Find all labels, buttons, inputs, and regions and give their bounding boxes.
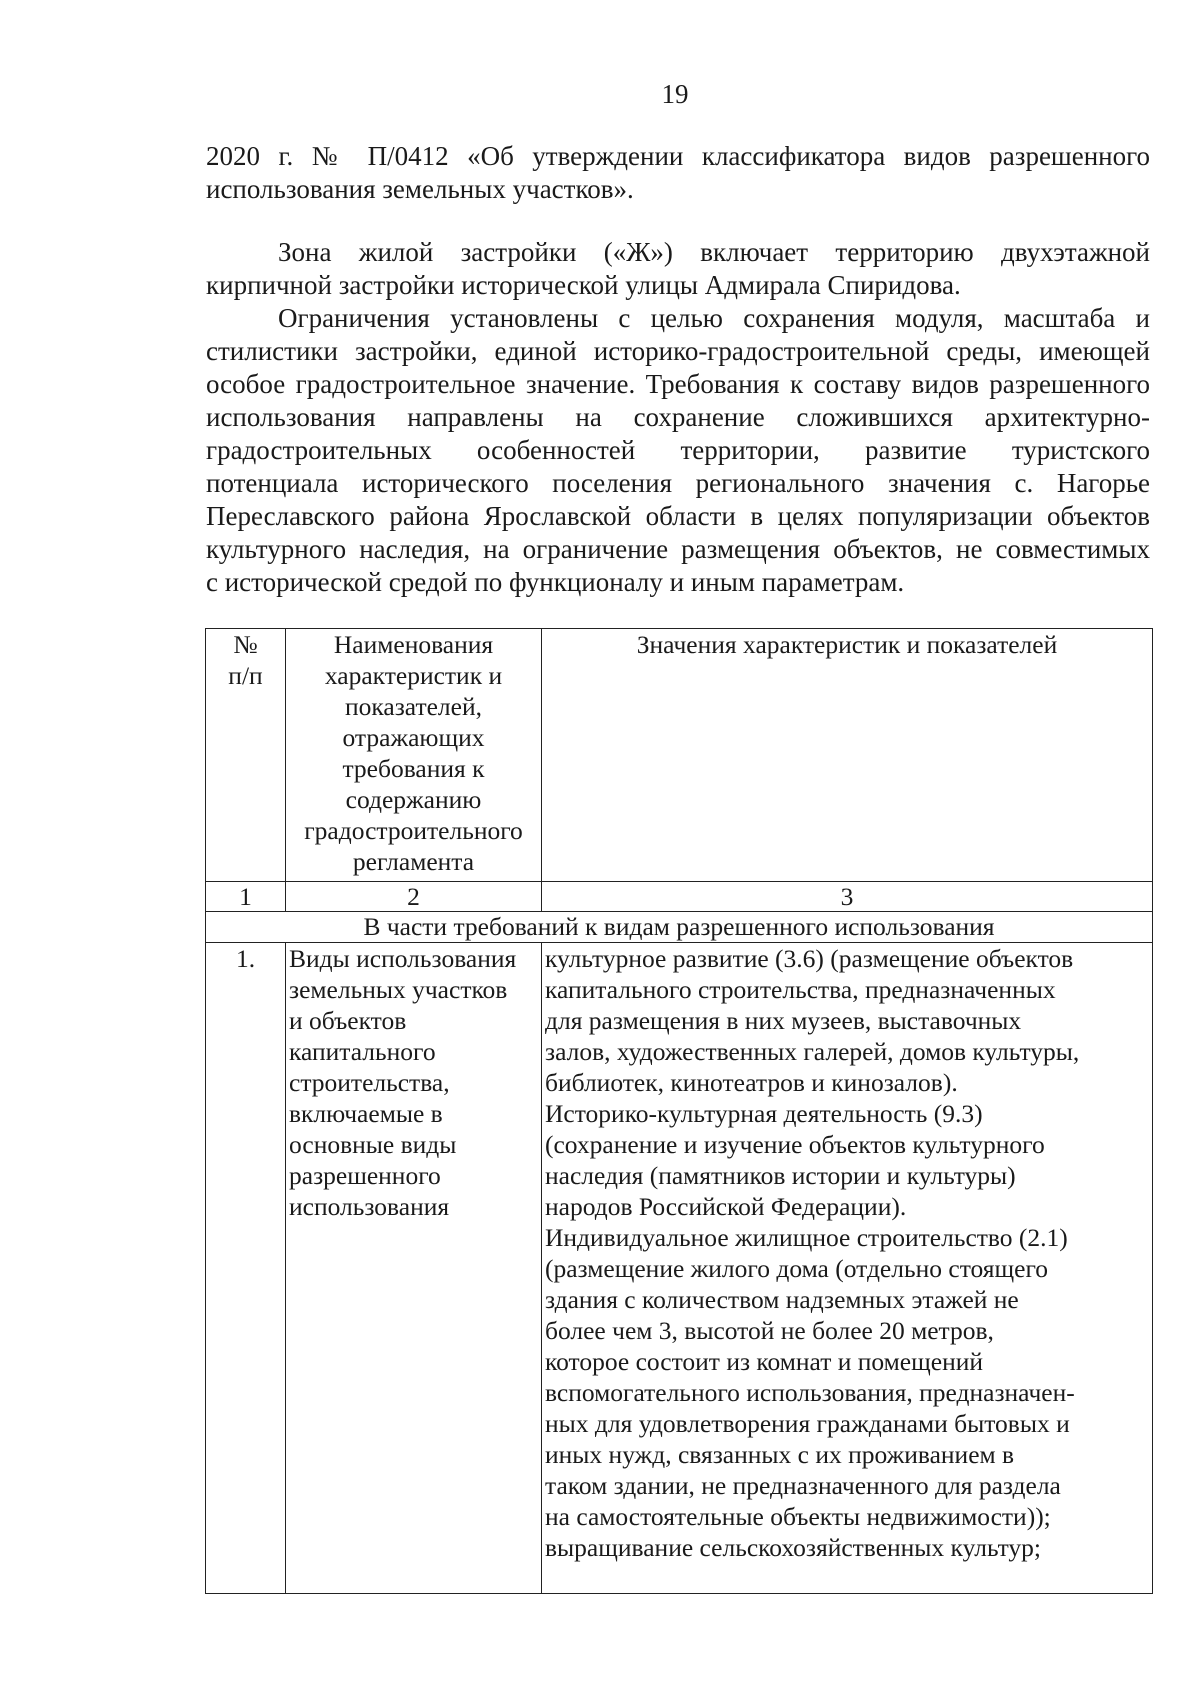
cell-line: использования bbox=[289, 1192, 450, 1221]
paragraph-zone-description bbox=[206, 236, 1150, 302]
paragraph-line: градостроительных особенностей территории, развитие туристского bbox=[206, 435, 1150, 465]
paragraph-line: 2020 г. № П/0412 «Об утверждении классификатора видов разрешенного bbox=[206, 141, 1150, 171]
header-line: отражающих bbox=[342, 723, 485, 752]
cell-line: народов Российской Федерации). bbox=[545, 1192, 907, 1221]
cell-line: наследия (памятников истории и культуры) bbox=[545, 1161, 1016, 1190]
cell-line: Историко-культурная деятельность (9.3) bbox=[545, 1099, 983, 1128]
header-line: градостроительного bbox=[304, 816, 523, 845]
paragraph-continuation bbox=[206, 140, 1150, 206]
cell-line: капитального строительства, предназначенных bbox=[545, 975, 1056, 1004]
cell-line: более чем 3, высотой не более 20 метров, bbox=[545, 1316, 994, 1345]
paragraph-line: Зона жилой застройки («Ж») включает территорию двухэтажной bbox=[278, 237, 1150, 267]
cell-line: разрешенного bbox=[289, 1161, 441, 1190]
cell-line: иных нужд, связанных с их проживанием в bbox=[545, 1440, 1015, 1469]
paragraph-line: культурного наследия, на ограничение размещения объектов, не совместимых bbox=[206, 534, 1150, 564]
header-line: Значения характеристик и показателей bbox=[636, 630, 1058, 659]
cell-line: вспомогательного использования, предназначен- bbox=[545, 1378, 1075, 1407]
cell-line: для размещения в них музеев, выставочных bbox=[545, 1006, 1022, 1035]
header-line: Наименования bbox=[333, 630, 494, 659]
paragraph-line: Переславского района Ярославской области в целях популяризации объектов bbox=[206, 501, 1150, 531]
header-line: требования к bbox=[342, 754, 485, 783]
paragraph-line: стилистики застройки, единой историко-градостроительной среды, имеющей bbox=[206, 336, 1150, 366]
cell-line: залов, художественных галерей, домов культуры, bbox=[545, 1037, 1080, 1066]
cell-line: Виды использования bbox=[289, 944, 517, 973]
cell-line: библиотек, кинотеатров и кинозалов). bbox=[545, 1068, 958, 1097]
header-number-cell bbox=[206, 629, 286, 882]
header-line: содержанию bbox=[345, 785, 482, 814]
paragraph-line: использования земельных участков». bbox=[206, 174, 634, 204]
cell-line: (сохранение и изучение объектов культурного bbox=[545, 1130, 1045, 1159]
column-number: 2 bbox=[286, 882, 542, 912]
cell-line: строительства, bbox=[289, 1068, 450, 1097]
cell-line: таком здании, не предназначенного для раздела bbox=[545, 1471, 1061, 1500]
section-title: В части требований к видам разрешенного использования bbox=[206, 912, 1153, 943]
paragraph-line: использования направлены на сохранение сложившихся архитектурно- bbox=[206, 402, 1150, 432]
cell-line: выращивание сельскохозяйственных культур; bbox=[545, 1533, 1041, 1562]
paragraph-line: Ограничения установлены с целью сохранения модуля, масштаба и bbox=[278, 303, 1150, 333]
cell-line: здания с количеством надземных этажей не bbox=[545, 1285, 1019, 1314]
header-line: регламента bbox=[352, 847, 475, 876]
regulation-table bbox=[205, 628, 1153, 1594]
row-value-cell bbox=[542, 943, 1153, 1594]
column-number: 1 bbox=[206, 882, 286, 912]
cell-line: (размещение жилого дома (отдельно стоящего bbox=[545, 1254, 1049, 1283]
header-line: № bbox=[233, 630, 258, 659]
cell-line: на самостоятельные объекты недвижимости)); bbox=[545, 1502, 1051, 1531]
page-number: 19 bbox=[661, 79, 689, 109]
cell-line: основные виды bbox=[289, 1130, 457, 1159]
paragraph-line: потенциала исторического поселения регионального значения с. Нагорье bbox=[206, 468, 1150, 498]
paragraph-restrictions bbox=[206, 302, 1150, 599]
cell-line: культурное развитие (3.6) (размещение объектов bbox=[545, 944, 1074, 973]
table-row bbox=[206, 943, 1153, 1594]
header-line: п/п bbox=[228, 661, 263, 690]
table-section-row bbox=[206, 912, 1153, 943]
table-header-row bbox=[206, 629, 1153, 882]
header-line: характеристик и bbox=[324, 661, 503, 690]
cell-line: капитального bbox=[289, 1037, 436, 1066]
row-name-cell bbox=[286, 943, 542, 1594]
paragraph-line: с исторической средой по функционалу и иным параметрам. bbox=[206, 567, 905, 597]
cell-line: которое состоит из комнат и помещений bbox=[545, 1347, 984, 1376]
cell-line: включаемые в bbox=[289, 1099, 443, 1128]
paragraph-line: особое градостроительное значение. Требования к составу видов разрешенного bbox=[206, 369, 1150, 399]
cell-line: ных для удовлетворения гражданами бытовых и bbox=[545, 1409, 1070, 1438]
cell-line: и объектов bbox=[289, 1006, 407, 1035]
paragraph-line: кирпичной застройки исторической улицы Адмирала Спиридова. bbox=[206, 270, 961, 300]
cell-line: Индивидуальное жилищное строительство (2.1) bbox=[545, 1223, 1068, 1252]
column-number: 3 bbox=[542, 882, 1153, 912]
header-name-cell bbox=[286, 629, 542, 882]
cell-line: земельных участков bbox=[289, 975, 508, 1004]
header-line: показателей, bbox=[345, 692, 482, 721]
row-number: 1. bbox=[206, 943, 286, 1594]
table-column-numbers-row bbox=[206, 882, 1153, 912]
header-value-cell bbox=[542, 629, 1153, 882]
